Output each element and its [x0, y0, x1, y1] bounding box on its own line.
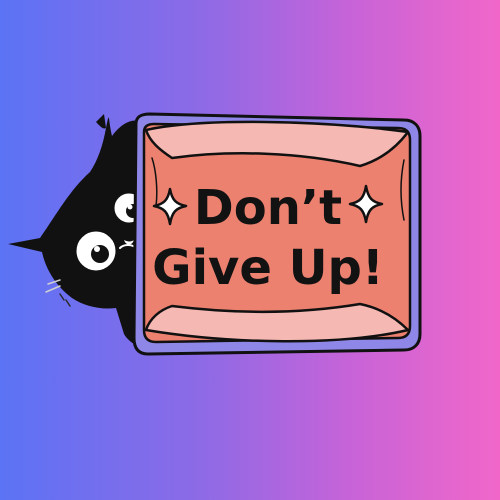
headline-line-1: Don’t [193, 180, 343, 236]
headline-line-2: Give Up! [152, 240, 384, 296]
cat-peeking-icon [8, 114, 145, 346]
cat-eye-left [75, 230, 117, 272]
